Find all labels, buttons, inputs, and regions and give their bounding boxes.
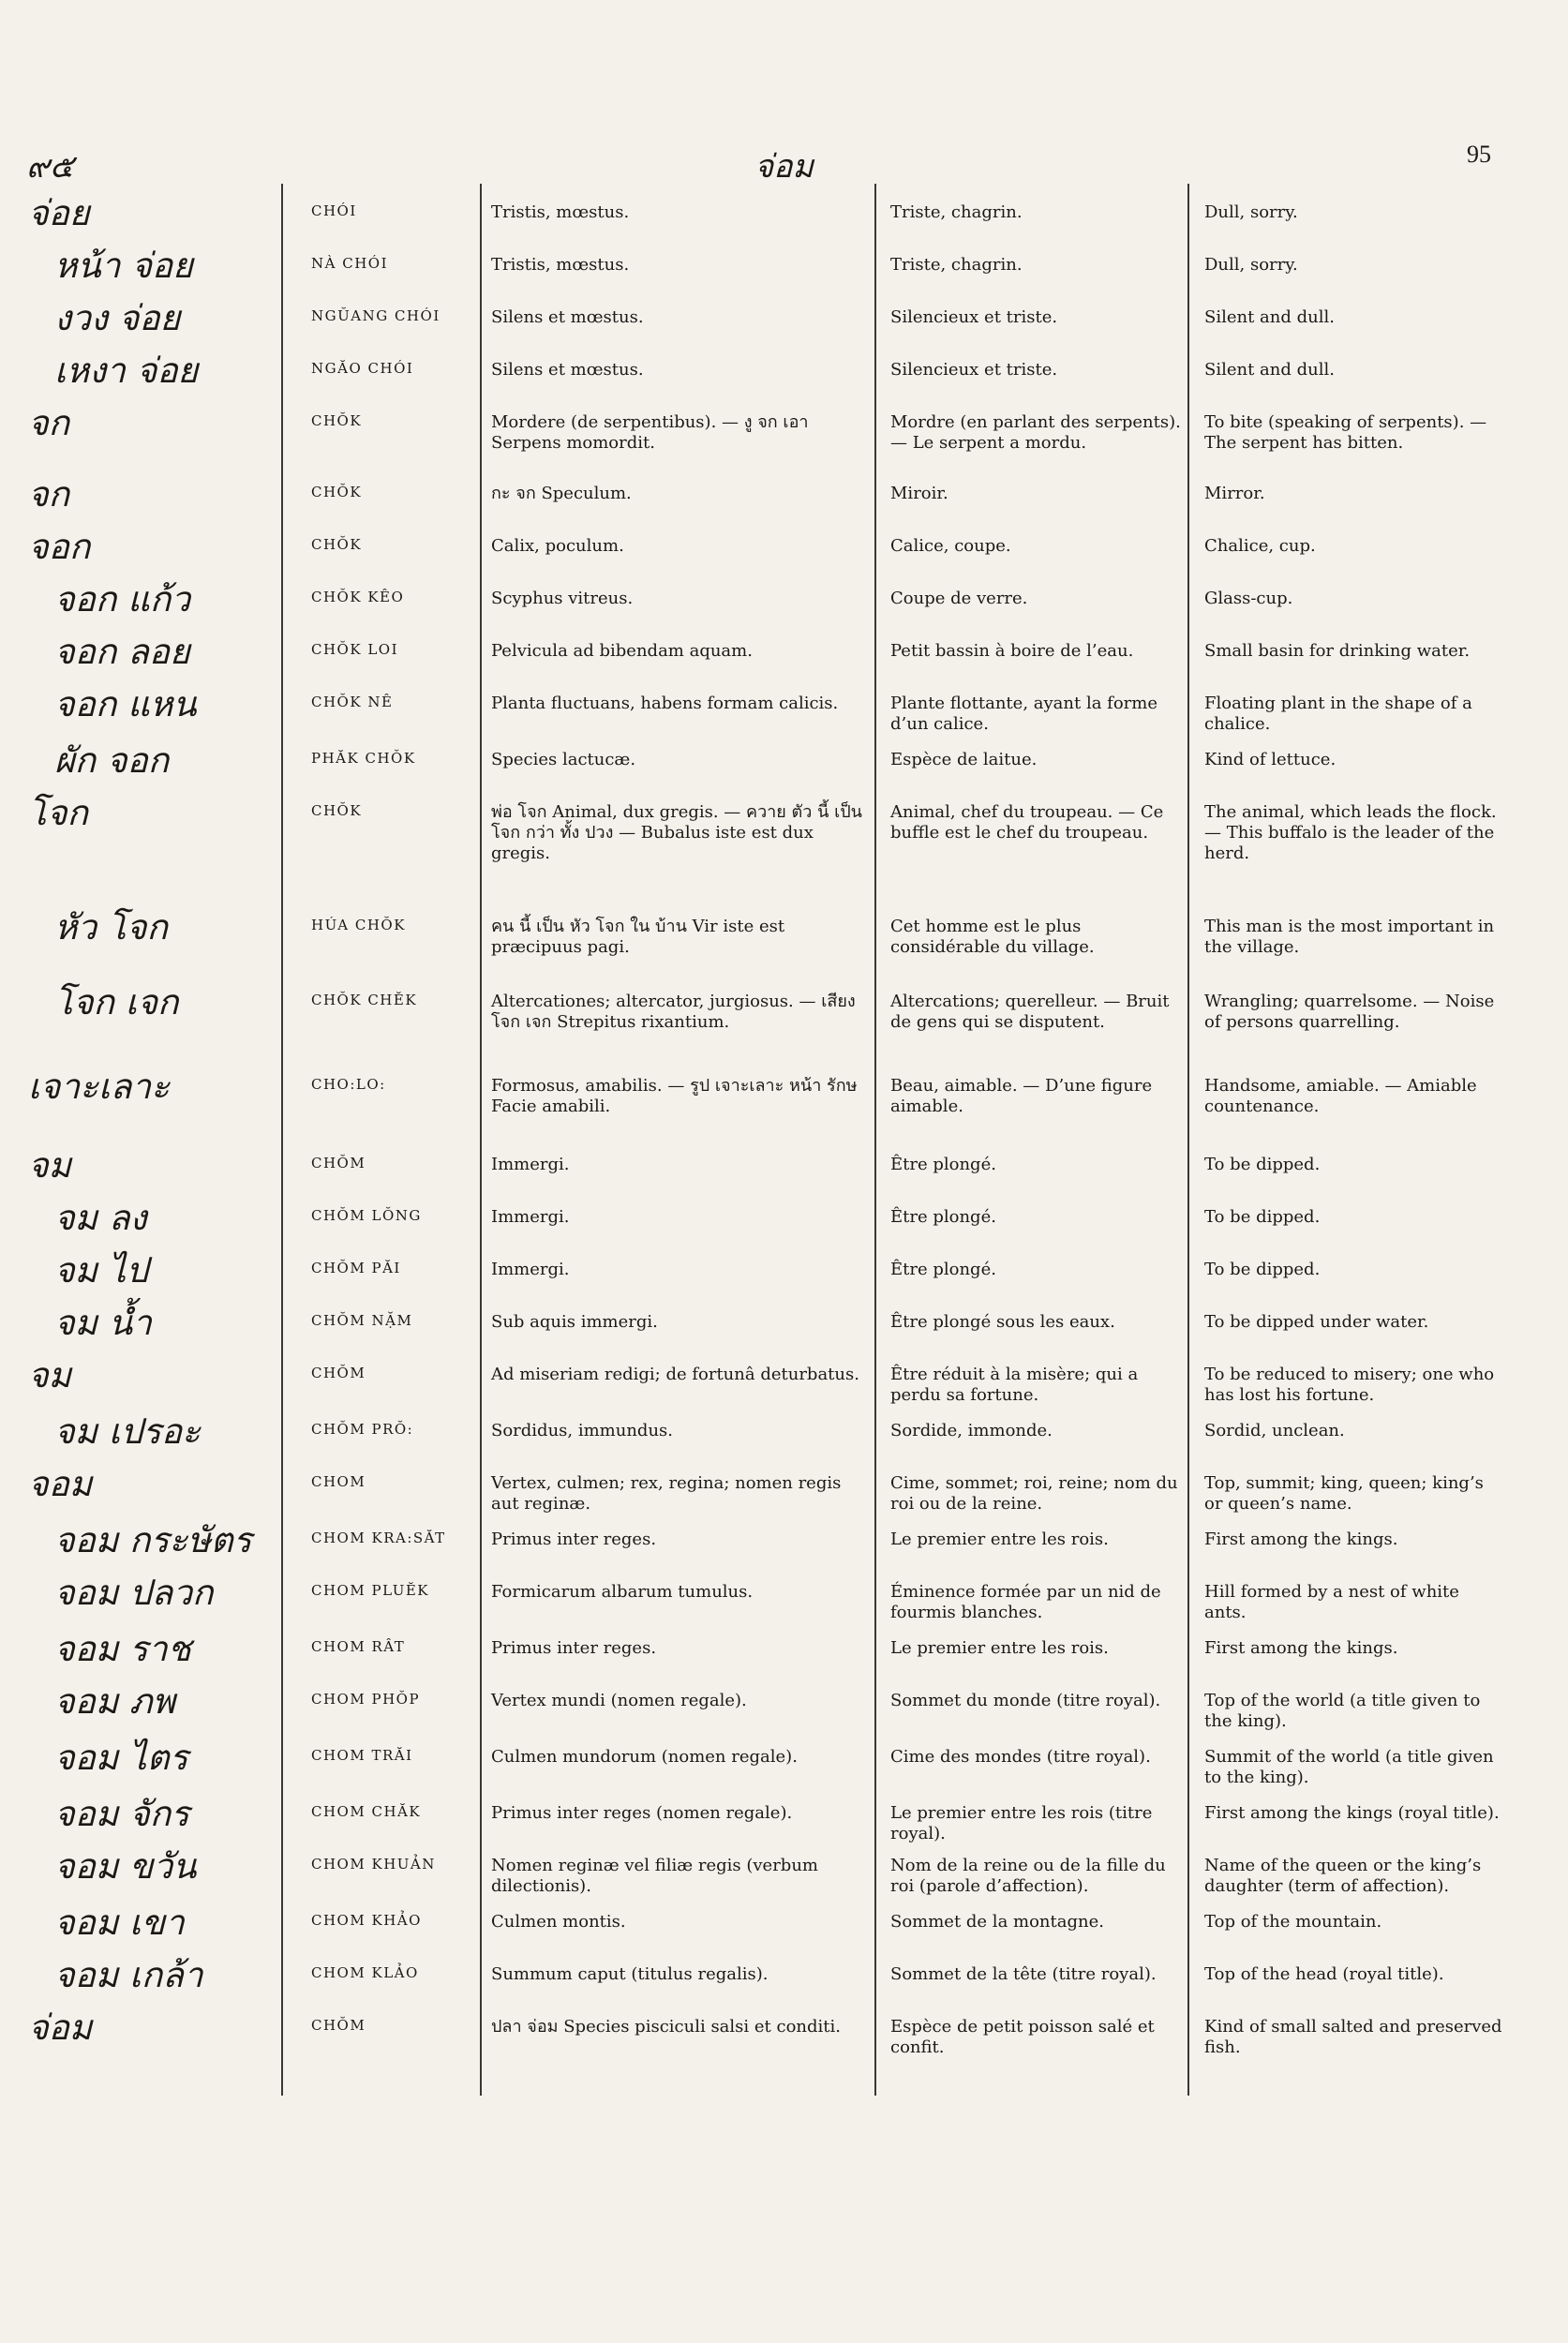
- french-definition: Triste, chagrin.: [890, 202, 1023, 222]
- latin-definition: Silens et mœstus.: [491, 360, 644, 380]
- french-definition: Calice, coupe.: [890, 536, 1011, 556]
- french-definition: Sordide, immonde.: [890, 1421, 1053, 1440]
- english-definition: Top of the mountain.: [1204, 1912, 1382, 1932]
- latin-definition: Ad miseriam redigi; de fortunâ deturbatus.: [491, 1365, 859, 1384]
- french-definition: Altercations; querelleur. — Bruit de gens qui se disputent.: [890, 992, 1170, 1032]
- latin-definition: Silens et mœstus.: [491, 307, 644, 327]
- romanization: CHŎK: [311, 536, 363, 553]
- french-definition: Espèce de petit poisson salé et confit.: [890, 2017, 1155, 2057]
- latin-definition: Primus inter reges.: [491, 1530, 657, 1549]
- dictionary-entry: [0, 1303, 1568, 1355]
- thai-headword: จอก แหน: [54, 684, 197, 724]
- english-definition: Silent and dull.: [1204, 360, 1335, 380]
- thai-headword: จอม ไตร: [54, 1738, 188, 1778]
- romanization: CHŎK CHĔK: [311, 992, 418, 1008]
- latin-definition: Culmen mundorum (nomen regale).: [491, 1747, 798, 1767]
- english-definition: Silent and dull.: [1204, 307, 1335, 327]
- dictionary-entry: [0, 579, 1568, 632]
- dictionary-entry: [0, 1794, 1568, 1846]
- english-definition: Hill formed by a nest of white ants.: [1204, 1582, 1459, 1622]
- french-definition: Éminence formée par un nid de fourmis blanches.: [890, 1582, 1161, 1622]
- dictionary-entry: [0, 351, 1568, 403]
- dictionary-entry: [0, 684, 1568, 740]
- thai-headword: จอม ราช: [54, 1629, 191, 1669]
- romanization: CHŎK LOI: [311, 641, 399, 658]
- romanization: CHŎK: [311, 412, 363, 429]
- latin-definition: Primus inter reges (nomen regale).: [491, 1803, 793, 1823]
- latin-definition: Primus inter reges.: [491, 1638, 657, 1658]
- thai-headword: จ่อม: [28, 2007, 93, 2048]
- french-definition: Le premier entre les rois (titre royal).: [890, 1803, 1153, 1843]
- latin-definition: Formicarum albarum tumulus.: [491, 1582, 754, 1602]
- english-definition: First among the kings.: [1204, 1638, 1398, 1658]
- dictionary-entry: [0, 1681, 1568, 1738]
- romanization: CHOM TRĂI: [311, 1747, 413, 1764]
- romanization: CHŎM PĂI: [311, 1260, 401, 1276]
- dictionary-entry: [0, 1067, 1568, 1145]
- dictionary-entry: [0, 1198, 1568, 1250]
- dictionary-entry: [0, 193, 1568, 246]
- dictionary-entry: [0, 1629, 1568, 1681]
- romanization: CHŎK: [311, 484, 363, 500]
- dictionary-entry: [0, 740, 1568, 793]
- latin-definition: พ่อ โจก Animal, dux gregis. — ควาย ตัว นี้ เป็น โจก กว่า ทั้ง ปวง — Bubalus iste est dux gregis.: [491, 802, 862, 863]
- dictionary-entry: [0, 403, 1568, 474]
- french-definition: Silencieux et triste.: [890, 307, 1058, 327]
- latin-definition: Planta fluctuans, habens formam calicis.: [491, 694, 839, 713]
- dictionary-entry: [0, 2007, 1568, 2060]
- dictionary-entry: [0, 1464, 1568, 1520]
- dictionary-entry: [0, 474, 1568, 527]
- romanization: CHÓI: [311, 202, 357, 219]
- english-definition: Top, summit; king, queen; king’s or queen’s name.: [1204, 1473, 1484, 1514]
- latin-definition: Species lactucæ.: [491, 750, 636, 769]
- latin-definition: Nomen reginæ vel filiæ regis (verbum dilectionis).: [491, 1856, 818, 1896]
- french-definition: Être plongé.: [890, 1207, 996, 1227]
- french-definition: Être plongé.: [890, 1260, 996, 1279]
- latin-definition: Altercationes; altercator, jurgiosus. — เสียง โจก เจก Strepitus rixantium.: [491, 992, 856, 1032]
- romanization: CHŎK KÊO: [311, 589, 405, 605]
- latin-definition: Pelvicula ad bibendam aquam.: [491, 641, 753, 661]
- latin-definition: Vertex, culmen; rex, regina; nomen regis aut reginæ.: [491, 1473, 842, 1514]
- english-definition: Chalice, cup.: [1204, 536, 1316, 556]
- french-definition: Être plongé.: [890, 1155, 996, 1174]
- thai-headword: หัว โจก: [54, 907, 168, 948]
- romanization: CHŎM: [311, 1155, 366, 1172]
- thai-headword: เหงา จ่อย: [54, 351, 199, 391]
- romanization: CHŎM: [311, 2017, 366, 2034]
- thai-headword: จอม: [28, 1464, 93, 1504]
- romanization: CHŎM LŎNG: [311, 1207, 422, 1224]
- french-definition: Triste, chagrin.: [890, 255, 1023, 275]
- latin-definition: Summum caput (titulus regalis).: [491, 1964, 769, 1984]
- dictionary-entry: [0, 1573, 1568, 1629]
- english-definition: Kind of small salted and preserved fish.: [1204, 2017, 1502, 2057]
- english-definition: To be dipped.: [1204, 1260, 1321, 1279]
- thai-headword: จม: [28, 1145, 72, 1186]
- french-definition: Sommet de la montagne.: [890, 1912, 1104, 1932]
- english-definition: Dull, sorry.: [1204, 255, 1298, 275]
- english-definition: Kind of lettuce.: [1204, 750, 1337, 769]
- dictionary-entry: [0, 1955, 1568, 2007]
- french-definition: Mordre (en parlant des serpents). — Le serpent a mordu.: [890, 412, 1181, 453]
- thai-headword: จม ลง: [54, 1198, 147, 1238]
- french-definition: Espèce de laitue.: [890, 750, 1038, 769]
- english-definition: Top of the world (a title given to the king).: [1204, 1691, 1481, 1731]
- romanization: NÀ CHÓI: [311, 255, 389, 272]
- french-definition: Beau, aimable. — D’une figure aimable.: [890, 1076, 1153, 1116]
- french-definition: Cime des mondes (titre royal).: [890, 1747, 1151, 1767]
- french-definition: Miroir.: [890, 484, 948, 503]
- english-definition: Glass-cup.: [1204, 589, 1293, 608]
- dictionary-entry: [0, 632, 1568, 684]
- latin-definition: Immergi.: [491, 1260, 570, 1279]
- latin-definition: Immergi.: [491, 1207, 570, 1227]
- dictionary-entry: [0, 1520, 1568, 1573]
- romanization: CHŎK NÊ: [311, 694, 394, 710]
- english-definition: Sordid, unclean.: [1204, 1421, 1345, 1440]
- dictionary-entry: [0, 298, 1568, 351]
- latin-definition: Immergi.: [491, 1155, 570, 1174]
- thai-headword: จอม ขวัน: [54, 1846, 197, 1887]
- french-definition: Cet homme est le plus considérable du village.: [890, 917, 1095, 957]
- romanization: CHŎK: [311, 802, 363, 819]
- latin-definition: Tristis, mœstus.: [491, 202, 630, 222]
- french-definition: Être plongé sous les eaux.: [890, 1312, 1115, 1332]
- thai-headword: โจก เจก: [54, 982, 179, 1022]
- romanization: NGĂO CHÓI: [311, 360, 414, 377]
- latin-definition: Sordidus, immundus.: [491, 1421, 674, 1440]
- thai-headword: จอก ลอย: [54, 632, 190, 672]
- english-definition: First among the kings.: [1204, 1530, 1398, 1549]
- french-definition: Le premier entre les rois.: [890, 1530, 1109, 1549]
- french-definition: Animal, chef du troupeau. — Ce buffle est le chef du troupeau.: [890, 802, 1164, 843]
- dictionary-entry: [0, 1411, 1568, 1464]
- french-definition: Sommet du monde (titre royal).: [890, 1691, 1161, 1710]
- latin-definition: Culmen montis.: [491, 1912, 626, 1932]
- latin-definition: Mordere (de serpentibus). — งู จก เอา Serpens momordit.: [491, 412, 809, 453]
- thai-headword: จม: [28, 1355, 72, 1395]
- romanization: NGŬANG CHÓI: [311, 307, 441, 324]
- thai-headword: จอก แก้ว: [54, 579, 191, 619]
- english-definition: Small basin for drinking water.: [1204, 641, 1471, 661]
- romanization: CHOM KHUẢN: [311, 1856, 436, 1873]
- thai-headword: จอม กระษัตร: [54, 1520, 252, 1560]
- english-definition: To be dipped.: [1204, 1207, 1321, 1227]
- thai-headword: หน้า จ่อย: [54, 246, 193, 286]
- latin-definition: Formosus, amabilis. — รูป เจาะเลาะ หน้า รักษ Facie amabili.: [491, 1076, 858, 1116]
- french-definition: Silencieux et triste.: [890, 360, 1058, 380]
- thai-headword: จอม จักร: [54, 1794, 190, 1834]
- english-definition: Floating plant in the shape of a chalice.: [1204, 694, 1472, 734]
- entry-list: [0, 193, 1568, 2060]
- thai-headword: จม น้ำ: [54, 1303, 152, 1343]
- romanization: CHŎM PRŎ:: [311, 1421, 414, 1438]
- romanization: PHĂK CHŎK: [311, 750, 416, 767]
- french-definition: Être réduit à la misère; qui a perdu sa fortune.: [890, 1365, 1139, 1405]
- dictionary-entry: [0, 907, 1568, 982]
- thai-headword: โจก: [28, 793, 88, 833]
- english-definition: Summit of the world (a title given to the king).: [1204, 1747, 1494, 1787]
- dictionary-entry: [0, 982, 1568, 1067]
- dictionary-entry: [0, 527, 1568, 579]
- romanization: CHOM RÂT: [311, 1638, 406, 1655]
- english-definition: To be dipped.: [1204, 1155, 1321, 1174]
- running-head: จ่อม: [754, 148, 814, 186]
- dictionary-entry: [0, 1738, 1568, 1794]
- latin-definition: Tristis, mœstus.: [491, 255, 630, 275]
- french-definition: Sommet de la tête (titre royal).: [890, 1964, 1157, 1984]
- romanization: CHO:LO:: [311, 1076, 386, 1093]
- english-definition: Mirror.: [1204, 484, 1265, 503]
- romanization: CHOM PLUĔK: [311, 1582, 430, 1599]
- thai-headword: จอก: [28, 527, 91, 567]
- english-definition: Wrangling; quarrelsome. — Noise of persons quarrelling.: [1204, 992, 1495, 1032]
- english-definition: To be dipped under water.: [1204, 1312, 1429, 1332]
- romanization: CHOM: [311, 1473, 366, 1490]
- french-definition: Coupe de verre.: [890, 589, 1028, 608]
- page-number-thai: ๙๕: [26, 148, 74, 186]
- thai-headword: งวง จ่อย: [54, 298, 181, 338]
- page-number: 95: [1467, 141, 1491, 168]
- latin-definition: Vertex mundi (nomen regale).: [491, 1691, 747, 1710]
- french-definition: Cime, sommet; roi, reine; nom du roi ou de la reine.: [890, 1473, 1178, 1514]
- french-definition: Le premier entre les rois.: [890, 1638, 1109, 1658]
- english-definition: Dull, sorry.: [1204, 202, 1298, 222]
- latin-definition: คน นี้ เป็น หัว โจก ใน บ้าน Vir iste est præcipuus pagi.: [491, 917, 785, 957]
- thai-headword: จอม ภพ: [54, 1681, 175, 1722]
- thai-headword: จก: [28, 474, 70, 515]
- dictionary-entry: [0, 1355, 1568, 1411]
- latin-definition: Scyphus vitreus.: [491, 589, 634, 608]
- romanization: HÚA CHŎK: [311, 917, 406, 933]
- thai-headword: จก: [28, 403, 70, 443]
- thai-headword: จอม เกล้า: [54, 1955, 203, 1995]
- dictionary-entry: [0, 1250, 1568, 1303]
- english-definition: The animal, which leads the flock. — This buffalo is the leader of the herd.: [1204, 802, 1497, 863]
- dictionary-entry: [0, 1903, 1568, 1955]
- french-definition: Plante flottante, ayant la forme d’un calice.: [890, 694, 1157, 734]
- english-definition: Name of the queen or the king’s daughter (term of affection).: [1204, 1856, 1482, 1896]
- thai-headword: จ่อย: [28, 193, 90, 233]
- french-definition: Nom de la reine ou de la fille du roi (parole d’affection).: [890, 1856, 1166, 1896]
- thai-headword: เจาะเลาะ: [28, 1067, 170, 1107]
- romanization: CHOM PHŎP: [311, 1691, 421, 1708]
- english-definition: Top of the head (royal title).: [1204, 1964, 1444, 1984]
- latin-definition: ปลา จ่อม Species pisciculi salsi et conditi.: [491, 2017, 841, 2037]
- romanization: CHŎM: [311, 1365, 366, 1381]
- romanization: CHOM KRA:SĂT: [311, 1530, 446, 1546]
- romanization: CHŎM NẶM: [311, 1312, 413, 1329]
- romanization: CHOM KHẢO: [311, 1912, 422, 1929]
- dictionary-entry: [0, 246, 1568, 298]
- english-definition: To bite (speaking of serpents). — The serpent has bitten.: [1204, 412, 1487, 453]
- thai-headword: จอม ปลวก: [54, 1573, 214, 1613]
- french-definition: Petit bassin à boire de l’eau.: [890, 641, 1134, 661]
- thai-headword: จอม เขา: [54, 1903, 185, 1943]
- dictionary-entry: [0, 1846, 1568, 1903]
- latin-definition: Sub aquis immergi.: [491, 1312, 658, 1332]
- romanization: CHOM KLẢO: [311, 1964, 419, 1981]
- thai-headword: จม ไป: [54, 1250, 148, 1291]
- latin-definition: กะ จก Speculum.: [491, 484, 632, 503]
- dictionary-entry: [0, 793, 1568, 907]
- thai-headword: จม เปรอะ: [54, 1411, 201, 1452]
- english-definition: First among the kings (royal title).: [1204, 1803, 1500, 1823]
- english-definition: Handsome, amiable. — Amiable countenance.: [1204, 1076, 1477, 1116]
- dictionary-entry: [0, 1145, 1568, 1198]
- thai-headword: ผัก จอก: [54, 740, 170, 781]
- latin-definition: Calix, poculum.: [491, 536, 624, 556]
- english-definition: To be reduced to misery; one who has lost his fortune.: [1204, 1365, 1495, 1405]
- english-definition: This man is the most important in the village.: [1204, 917, 1495, 957]
- romanization: CHOM CHĂK: [311, 1803, 422, 1820]
